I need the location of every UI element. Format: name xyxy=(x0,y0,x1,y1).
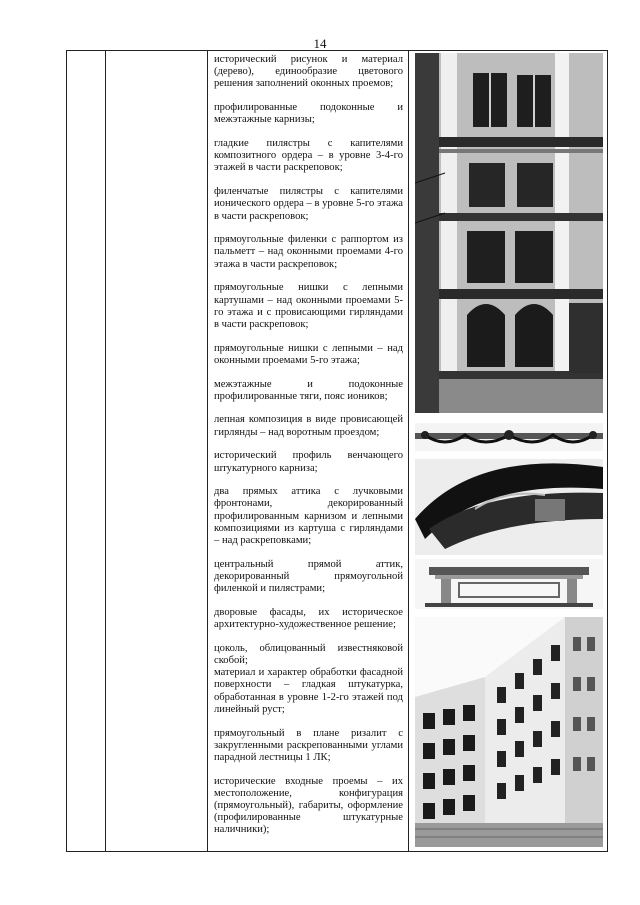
photo-column xyxy=(411,51,607,851)
list-item: филенчатые пилястры с капителями ионического ордера – в уровне 5-го этажа в части раскреповок; xyxy=(214,186,403,222)
monuments-table xyxy=(66,50,608,852)
subject-description-column xyxy=(214,54,403,848)
page-number: 14 xyxy=(313,36,327,51)
list-item: центральный прямой аттик, декорированный прямоугольной филенкой и пилястрами; xyxy=(214,558,403,595)
list-item: исторический профиль венчающего штукатурного карниза; xyxy=(214,450,403,474)
list-item: прямоугольные филенки с раппортом из пальметт – над оконными проемами 4-го этажа в части раскреповок; xyxy=(214,234,403,270)
list-item: материал и характер обработки фасадной поверхности – гладкая штукатурка, обработанная в уровне 1-2-го этажей под линейный руст; xyxy=(214,667,403,715)
attic-photo xyxy=(415,459,603,555)
list-item: прямоугольные нишки с лепными – над оконными проемами 5-го этажа; xyxy=(214,342,403,366)
courtyard-photo xyxy=(415,617,603,847)
facade-photo xyxy=(415,53,603,413)
list-item: два прямых аттика с лучковыми фронтонами, декорированный профилированным карнизом и лепными композициями из картуша с гирляндами – над раскреповками; xyxy=(214,486,403,547)
list-item: прямоугольный в плане ризалит с закругленными раскрепованными углами парадной лестницы 1 ЛК; xyxy=(214,727,403,763)
list-item: дворовые фасады, их историческое архитектурно-художественное решение; xyxy=(214,606,403,631)
list-item: исторический рисунок и материал (дерево), единообразие цветового решения заполнений оконных проемов; xyxy=(214,54,403,90)
list-item: исторические входные проемы – их местоположение, конфигурация (прямоугольный), габариты, оформление (профилированные штукатурные наличники); xyxy=(214,775,403,836)
column-divider xyxy=(207,51,208,851)
list-item: профилированные подоконные и межэтажные карнизы; xyxy=(214,102,403,126)
list-item: гладкие пилястры с капителями композитного ордера – в уровне 3-4-го этажей в части раскреповок; xyxy=(214,138,403,174)
garland-photo xyxy=(415,423,603,451)
list-item: цоколь, облицованный известняковой скобой; xyxy=(214,642,403,667)
list-item: прямоугольные нишки с лепными картушами – над оконными проемами 5-го этажа и с провисающими гирляндами в части раскреповок; xyxy=(214,282,403,330)
column-divider xyxy=(105,51,106,851)
list-item: лепная композиция в виде провисающей гирлянды – над воротным проездом; xyxy=(214,414,403,438)
column-divider xyxy=(408,51,409,851)
central-attic-photo xyxy=(415,559,603,609)
list-item: межэтажные и подоконные профилированные тяги, пояс иоников; xyxy=(214,378,403,402)
